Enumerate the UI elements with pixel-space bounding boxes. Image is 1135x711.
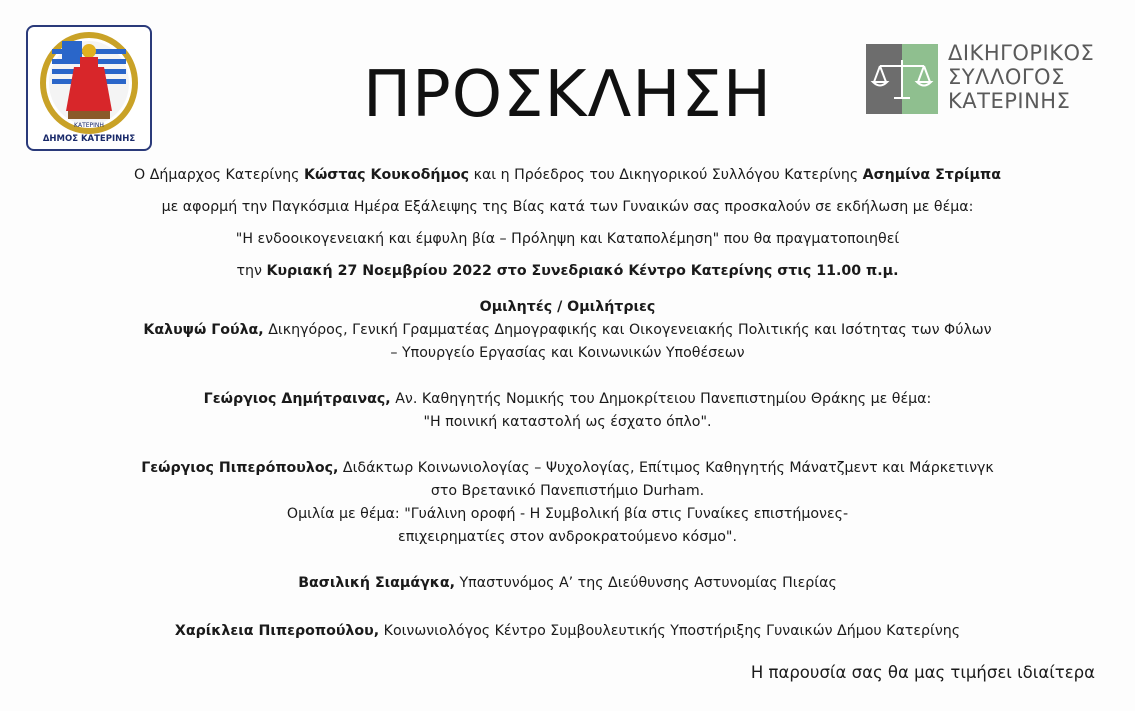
page-title: ΠΡΟΣΚΛΗΣΗ <box>363 58 772 132</box>
speaker-line <box>0 388 1135 411</box>
bar-association-name <box>948 41 1094 113</box>
speaker-name: Χαρίκλεια Πιπεροπούλου, <box>174 623 380 639</box>
speaker-name: Καλυψώ Γούλα, <box>143 322 264 338</box>
intro-line-2: με αφορμή την Παγκόσμια Ημέρα Εξάλειψης της Βίας κατά των Γυναικών σας προσκαλούν σε εκδήλωση με θέμα: <box>161 199 974 215</box>
intro-line-3: "Η ενδοοικογενειακή και έμφυλη βία – Πρόληψη και Καταπολέμηση" που θα πραγματοποιηθεί <box>235 231 900 247</box>
speaker-entry <box>0 620 1135 643</box>
speakers-heading-text: Ομιλητές / Ομιλήτριες <box>479 299 656 315</box>
speaker-detail: Δικηγόρος, Γενική Γραμματέας Δημογραφικής και Οικογενειακής Πολιτικής και Ισότητας των Φύλων <box>263 322 992 338</box>
speaker-detail: Αν. Καθηγητής Νομικής του Δημοκρίτειου Πανεπιστημίου Θράκης με θέμα: <box>390 391 932 407</box>
bar-association-logo <box>866 41 1116 116</box>
speaker-detail: "Η ποινική καταστολή ως έσχατο όπλο". <box>423 414 712 430</box>
speaker-detail: – Υπουργείο Εργασίας και Κοινωνικών Υποθέσεων <box>390 345 745 361</box>
intro-text: Ο Δήμαρχος Κατερίνης <box>134 167 304 183</box>
speaker-entry <box>0 388 1135 434</box>
speaker-detail: Ομιλία με θέμα: "Γυάλινη οροφή - Η Συμβολική βία στις Γυναίκες επιστήμονες- <box>286 506 849 522</box>
intro-text: και η Πρόεδρος του Δικηγορικού Συλλόγου Κατερίνης <box>469 167 863 183</box>
intro-text: την <box>236 263 267 279</box>
speaker-entry <box>0 572 1135 595</box>
speaker-entry <box>0 457 1135 549</box>
speaker-detail: Κοινωνιολόγος Κέντρο Συμβουλευτικής Υποστήριξης Γυναικών Δήμου Κατερίνης <box>379 623 961 639</box>
speaker-detail: στο Βρετανικό Πανεπιστήμιο Durham. <box>430 483 705 499</box>
speaker-line <box>0 620 1135 643</box>
event-date-venue: Κυριακή 27 Νοεμβρίου 2022 στο Συνεδριακό Κέντρο Κατερίνης στις 11.00 π.μ. <box>266 263 899 279</box>
mayor-name: Κώστας Κουκοδήμος <box>303 167 470 183</box>
speaker-line <box>0 457 1135 480</box>
speaker-detail: Υπαστυνόμος Α’ της Διεύθυνσης Αστυνομίας Πιερίας <box>455 575 837 591</box>
speaker-entry <box>0 319 1135 365</box>
speaker-detail: επιχειρηματίες στον ανδροκρατούμενο κόσμο". <box>398 529 737 545</box>
speaker-name: Βασιλική Σιαμάγκα, <box>298 575 455 591</box>
closing-line: Η παρουσία σας θα μας τιμήσει ιδιαίτερα <box>750 663 1095 682</box>
bar-association-line-2: ΣΥΛΛΟΓΟΣ <box>948 65 1065 89</box>
speakers-heading <box>0 296 1135 319</box>
municipality-caption: ΔΗΜΟΣ ΚΑΤΕΡΙΝΗΣ <box>42 134 136 144</box>
svg-text:ΚΑΤΕΡΙΝΗ: ΚΑΤΕΡΙΝΗ <box>74 122 104 129</box>
intro-paragraph <box>0 164 1135 283</box>
speakers-section <box>0 296 1135 643</box>
president-name: Ασημίνα Στρίμπα <box>862 167 1001 183</box>
bar-association-line-3: ΚΑΤΕΡΙΝΗΣ <box>948 89 1071 113</box>
intro-line-4 <box>0 260 1135 283</box>
speaker-line <box>0 319 1135 342</box>
speaker-line <box>0 572 1135 595</box>
scales-of-justice-icon <box>866 44 938 114</box>
speaker-name: Γεώργιος Δημήτραινας, <box>203 391 391 407</box>
intro-line-1 <box>0 164 1135 187</box>
bar-association-line-1: ΔΙΚΗΓΟΡΙΚΟΣ <box>948 41 1095 65</box>
speaker-detail: Διδάκτωρ Κοινωνιολογίας – Ψυχολογίας, Επίτιμος Καθηγητής Μάνατζμεντ και Μάρκετινγκ <box>338 460 994 476</box>
speaker-name: Γεώργιος Πιπερόπουλος, <box>141 460 339 476</box>
